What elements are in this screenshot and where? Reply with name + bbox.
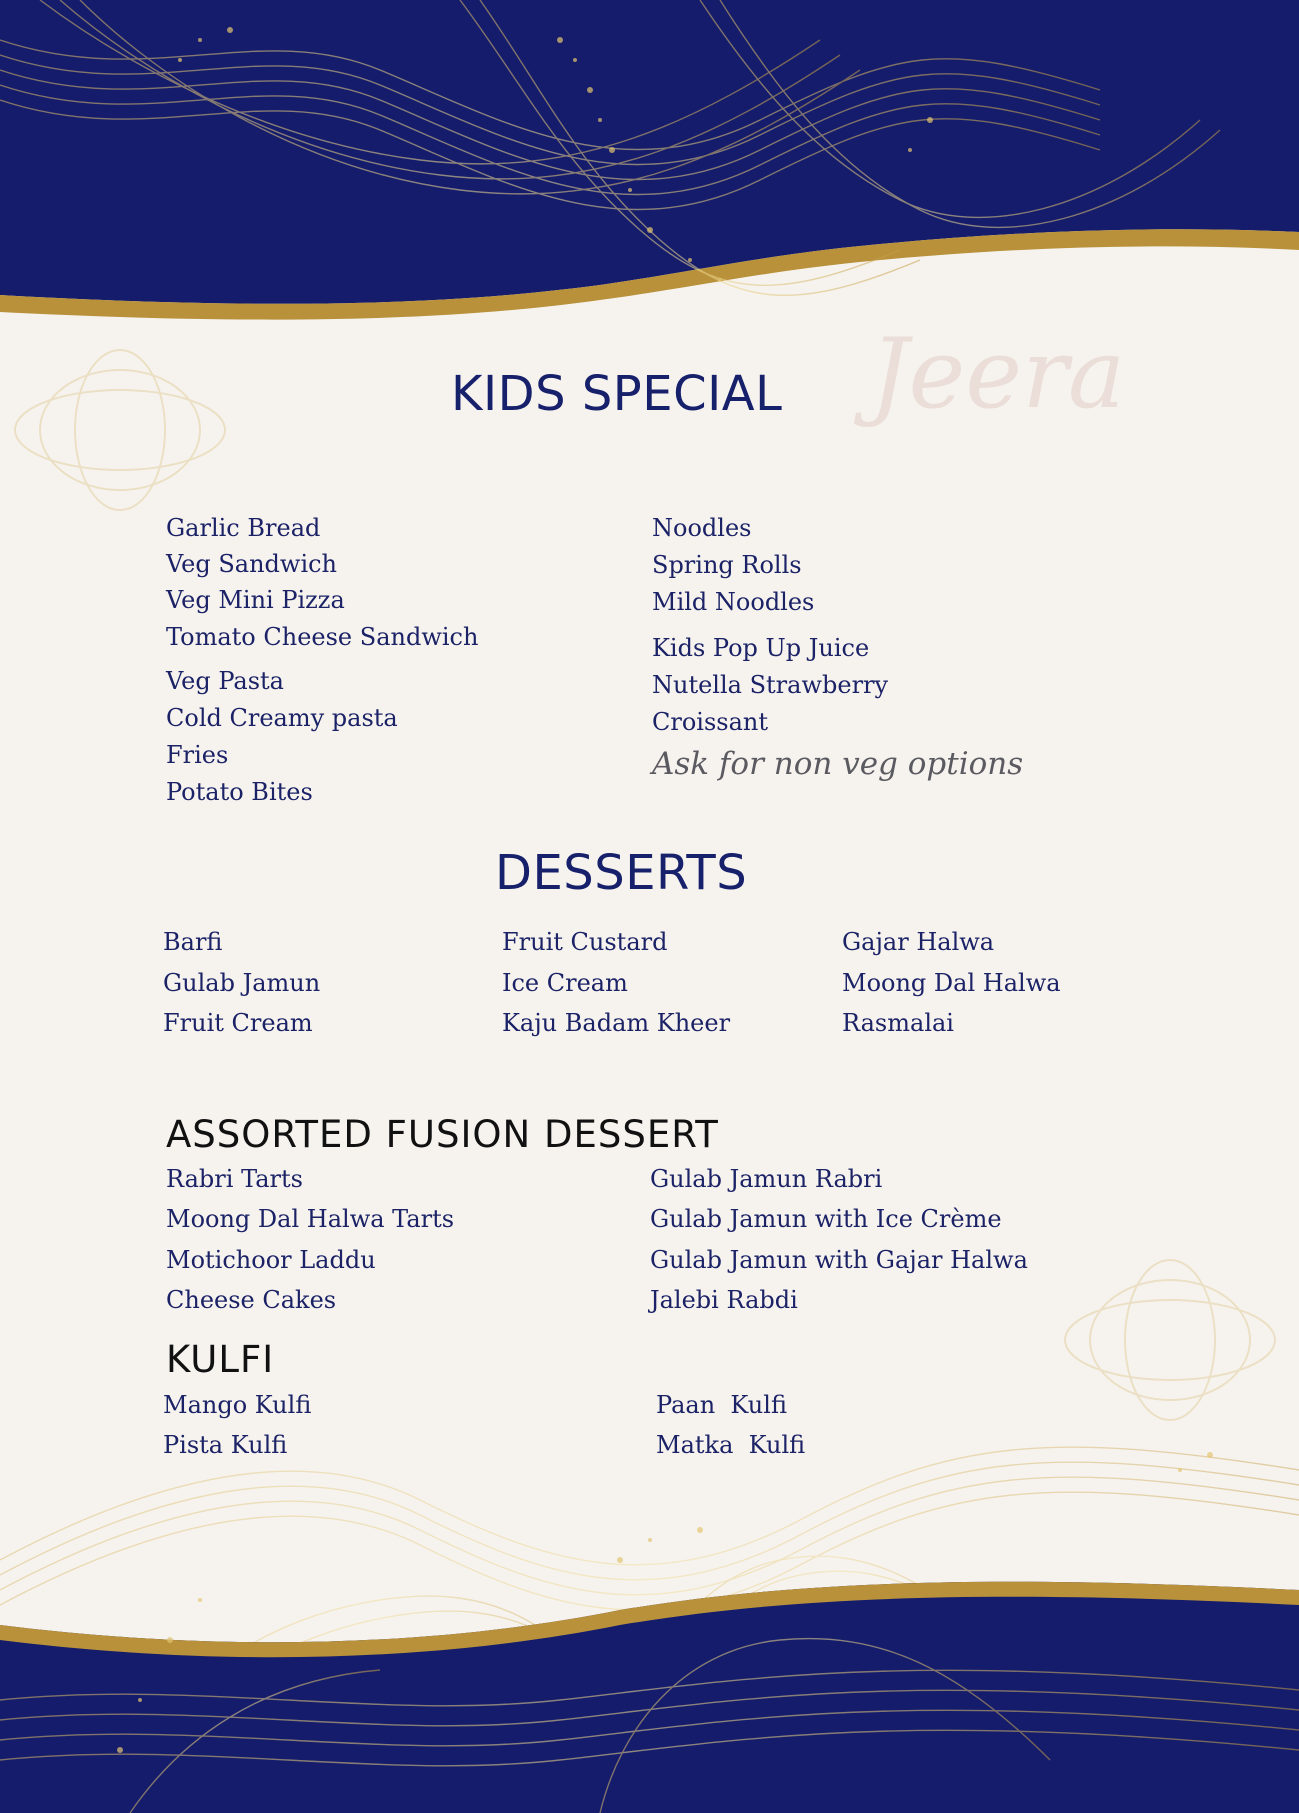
kulfi-item: Mango Kulfi: [163, 1391, 312, 1419]
fusion-item: Rabri Tarts: [166, 1165, 303, 1193]
fusion-item: Jalebi Rabdi: [650, 1286, 798, 1314]
kids-item: Veg Pasta: [166, 667, 284, 695]
dessert-item: Fruit Cream: [163, 1009, 313, 1037]
fusion-item: Gulab Jamun with Ice Crème: [650, 1205, 1002, 1233]
kulfi-item: Matka Kulfi: [656, 1431, 806, 1459]
dessert-item: Barfi: [163, 928, 223, 956]
kulfi-title: KULFI: [166, 1338, 275, 1381]
desserts-title: DESSERTS: [495, 845, 748, 901]
dessert-item: Moong Dal Halwa: [842, 969, 1061, 997]
kids-item: Kids Pop Up Juice: [652, 634, 870, 662]
non-veg-note: Ask for non veg options: [652, 746, 1024, 782]
kulfi-item: Paan Kulfi: [656, 1391, 787, 1419]
kids-item: Veg Mini Pizza: [166, 586, 345, 614]
kids-item: Fries: [166, 741, 229, 769]
fusion-item: Gulab Jamun with Gajar Halwa: [650, 1246, 1028, 1274]
kids-item: Croissant: [652, 708, 769, 736]
fusion-item: Moong Dal Halwa Tarts: [166, 1205, 455, 1233]
kids-item: Potato Bites: [166, 778, 313, 806]
dessert-item: Gajar Halwa: [842, 928, 995, 956]
dessert-item: Gulab Jamun: [163, 969, 321, 997]
fusion-item: Motichoor Laddu: [166, 1246, 376, 1274]
dessert-item: Kaju Badam Kheer: [502, 1009, 731, 1037]
kids-item: Spring Rolls: [652, 551, 802, 579]
kids-item: Cold Creamy pasta: [166, 704, 398, 732]
dessert-item: Ice Cream: [502, 969, 628, 997]
kids-item: Mild Noodles: [652, 588, 815, 616]
kids-item: Tomato Cheese Sandwich: [166, 623, 479, 651]
kids-special-title: KIDS SPECIAL: [451, 366, 783, 422]
kids-item: Nutella Strawberry: [652, 671, 889, 699]
fusion-item: Gulab Jamun Rabri: [650, 1165, 883, 1193]
fusion-item: Cheese Cakes: [166, 1286, 337, 1314]
fusion-title: ASSORTED FUSION DESSERT: [166, 1113, 719, 1156]
kids-item: Garlic Bread: [166, 514, 321, 542]
kids-item: Veg Sandwich: [166, 550, 338, 578]
dessert-item: Fruit Custard: [502, 928, 668, 956]
kids-item: Noodles: [652, 514, 752, 542]
dessert-item: Rasmalai: [842, 1009, 954, 1037]
kulfi-item: Pista Kulfi: [163, 1431, 288, 1459]
brand-watermark-logo: Jeera: [870, 318, 1126, 430]
